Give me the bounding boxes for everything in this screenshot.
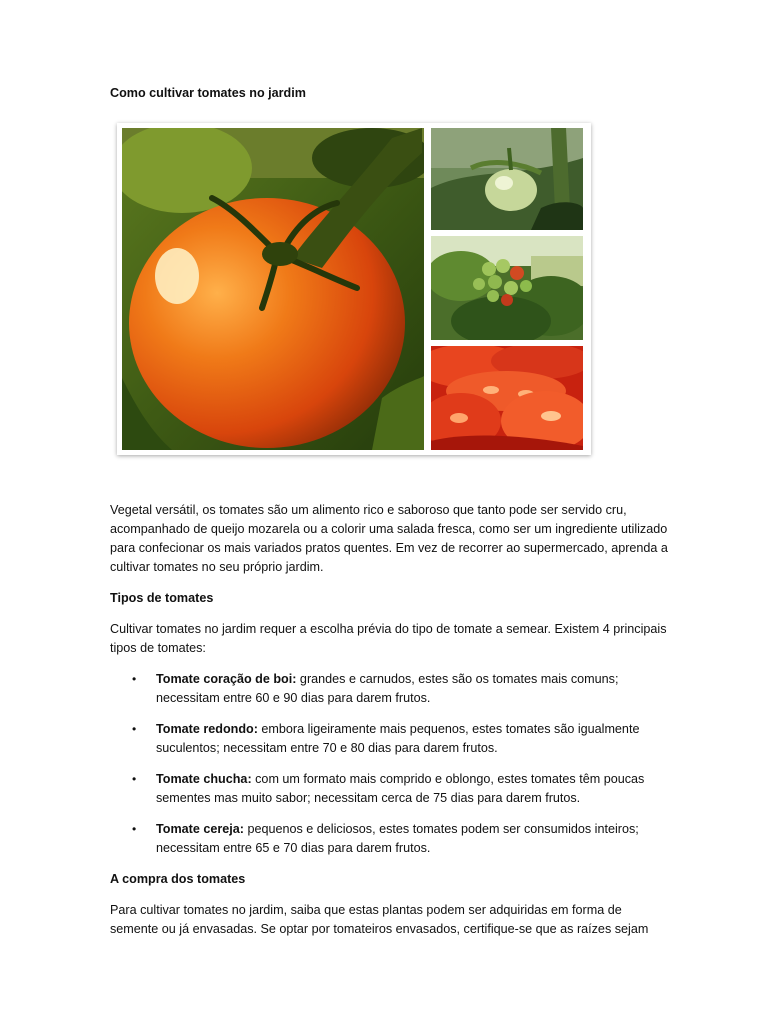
list-item — [110, 820, 670, 858]
list-item-term: Tomate cereja: — [156, 822, 244, 836]
tomato-types-list — [110, 670, 670, 858]
green-tomato-photo — [431, 128, 583, 230]
bullet-icon: • — [132, 672, 137, 686]
section-paragraph-compra: Para cultivar tomates no jardim, saiba que estas plantas podem ser adquiridas em forma de semente ou já envasadas. Se optar por tomateiros envasados, certifique-se que as raízes sejam — [110, 903, 649, 936]
list-item-term: Tomate chucha: — [156, 772, 252, 786]
list-item-term: Tomate coração de boi: — [156, 672, 297, 686]
document-title: Como cultivar tomates no jardim — [110, 86, 306, 100]
document-page — [110, 84, 670, 939]
bullet-icon: • — [132, 822, 137, 836]
list-item — [110, 770, 670, 808]
list-item-text: grandes e carnudos, estes são os tomates mais comuns; necessitam entre 60 e 90 dias para darem frutos. — [156, 672, 619, 705]
bullet-icon: • — [132, 722, 137, 736]
list-item-term: Tomate redondo: — [156, 722, 258, 736]
tomato-photo-collage — [117, 123, 591, 455]
section-heading-compra: A compra dos tomates — [110, 872, 246, 886]
bullet-icon: • — [132, 772, 137, 786]
list-item-text: embora ligeiramente mais pequenos, estes tomates são igualmente suculentos; necessitam entre 70 e 80 dias para darem frutos. — [156, 722, 640, 755]
section-paragraph-tipos: Cultivar tomates no jardim requer a escolha prévia do tipo de tomate a semear. Existem 4 principais tipos de tomates: — [110, 622, 667, 655]
list-item — [110, 670, 670, 708]
list-item-text: com um formato mais comprido e oblongo, estes tomates têm poucas sementes mas muito sabor; necessitam cerca de 75 dias para darem frutos. — [156, 772, 645, 805]
list-item-text: pequenos e deliciosos, estes tomates podem ser consumidos inteiros; necessitam entre 65 e 70 dias para darem frutos. — [156, 822, 639, 855]
intro-paragraph: Vegetal versátil, os tomates são um alimento rico e saboroso que tanto pode ser servido cru, acompanhado de queijo mozarela ou a colorir uma salada fresca, como ser um ingrediente utilizado para confecionar os mais variados pratos quentes. Em vez de recorrer ao supermercado, aprenda a cultivar tomates no seu próprio jardim. — [110, 503, 668, 574]
sliced-tomatoes-photo — [431, 346, 583, 450]
section-heading-tipos: Tipos de tomates — [110, 591, 214, 605]
large-tomato-photo — [122, 128, 424, 450]
list-item — [110, 720, 670, 758]
tomato-plant-photo — [431, 236, 583, 340]
